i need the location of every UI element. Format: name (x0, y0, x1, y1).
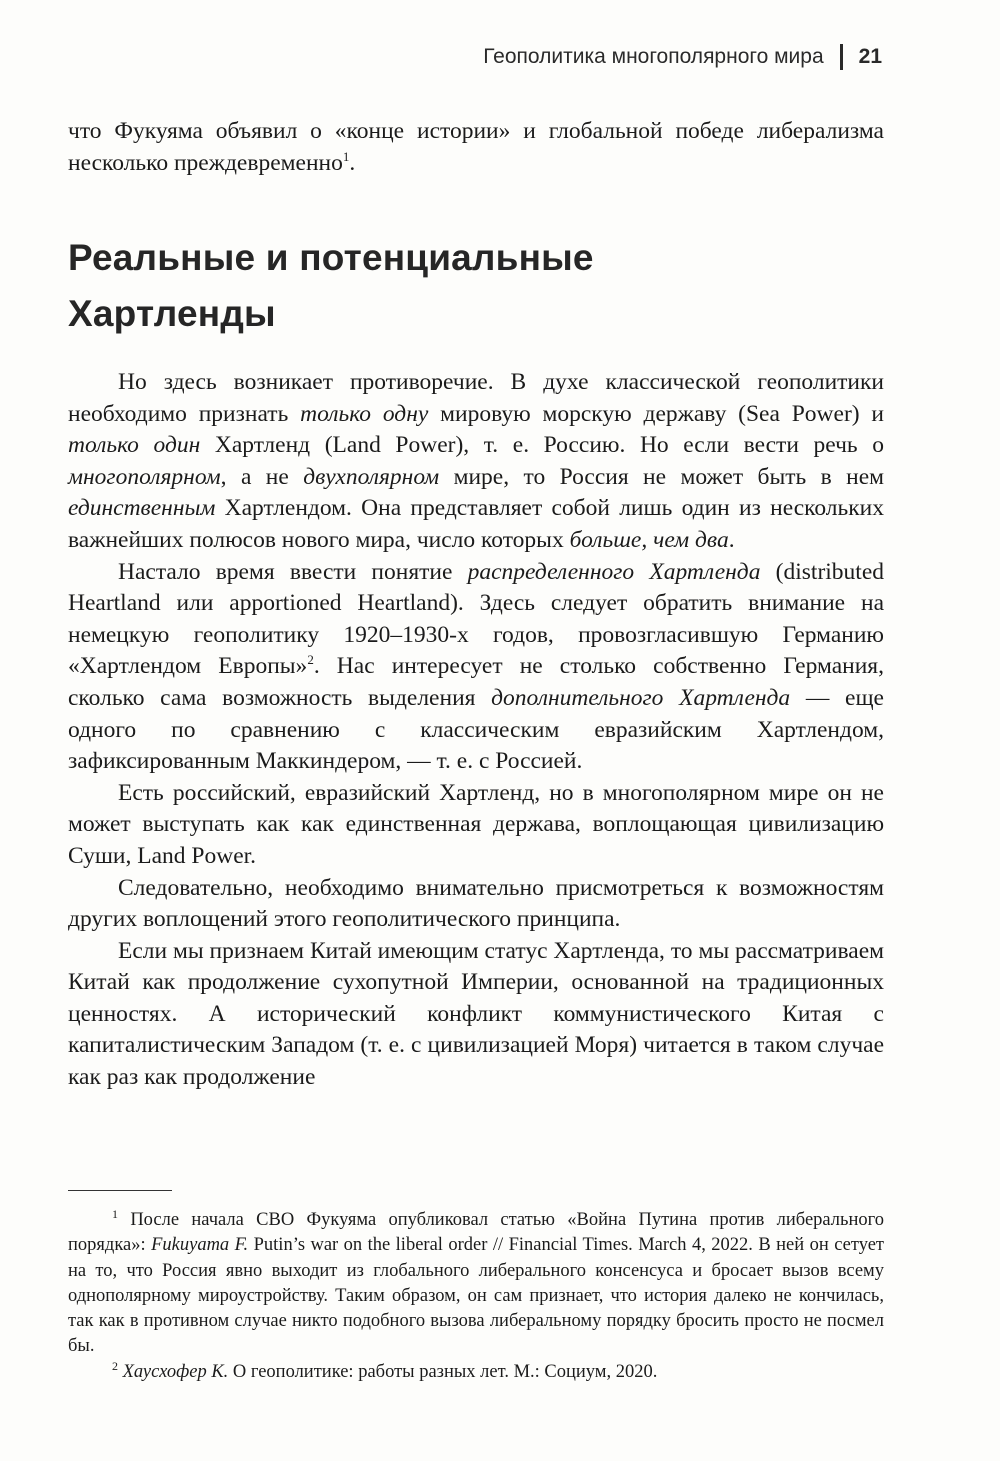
footnote-ref-1[interactable]: 1 (342, 148, 350, 164)
paragraph-3: Есть российский, евразийский Хартленд, но в многополярном мире он не может выступать как как единственная держава, воплощающая цивилизацию Суши, Land Power. (68, 779, 884, 869)
section-heading-line-1: Реальные и потенциальные (68, 237, 594, 278)
header-separator (840, 44, 843, 70)
running-header (483, 44, 882, 70)
footnote-2: $^2$ Хаусхофер К. О геополитике: работы разных лет. М.: Социум, 2020. (112, 1358, 658, 1382)
footnote-1: $^1$ После начала СВО Фукуяма опубликовал статью «Война Путина против либерального порядка»: Fukuyama F. Putin’s war on the liberal order // Financial Times. March 4, 2022. В ней он сетует на то, что Россия явно выходит из глобального либерального консенсуса и бросает вызов всему однополярному мироустройству. Таким образом, он сам признает, что история далеко не кончилась, так как в противном случае никто подобного вызова либеральному порядку бросить просто не посмел бы. (68, 1207, 884, 1357)
section-heading-line-2: Хартленды (68, 293, 276, 334)
continuation-paragraph: что Фукуяма объявил о «конце истории» и глобальной победе либерализма несколько преждевременно$^1$. (68, 118, 884, 176)
paragraph-4: Следовательно, необходимо внимательно присмотреться к возможностям других воплощений этого геополитического принципа. (68, 874, 884, 933)
body-text (68, 367, 884, 1094)
footnote-divider (68, 1190, 172, 1191)
page-number: 21 (858, 45, 882, 68)
continuation-block (68, 116, 884, 179)
footnotes (68, 1208, 884, 1385)
paragraph-2: Настало время ввести понятие распределенного Хартленда (distributed Heartland или apportioned Heartland). Здесь следует обратить внимание на немецкую геополитику 1920–1930-х годов, провозгласившую Германию «Хартлендом Европы»$^2$. Нас интересует не столько собственно Германия, сколько сама возможность выделения дополнительного Хартленда — еще одного по сравнению с классическим евразийским Хартлендом, зафиксированным Маккиндером, — т. е. с Россией. (68, 558, 885, 775)
section-heading (68, 230, 594, 342)
footnote-ref-2[interactable]: 2 (307, 652, 314, 668)
running-title: Геополитика многополярного мира (483, 45, 824, 68)
paragraph-1: Но здесь возникает противоречие. В духе классической геополитики необходимо признать только одну мировую морскую державу (Sea Power) и только один Хартленд (Land Power), т. е. Россию. Но если вести речь о многополярном, а не двухполярном мире, то Россия не может быть в нем единственным Хартлендом. Она представляет собой лишь один из нескольких важнейших полюсов нового мира, число которых больше, чем два. (68, 369, 885, 553)
paragraph-5: Если мы признаем Китай имеющим статус Хартленда, то мы рассматриваем Китай как продолжение сухопутной Империи, основанной на традиционных ценностях. А исторический конфликт коммунистического Китая с капиталистическим Западом (т. е. с цивилизацией Моря) читается в таком случае как раз как продолжение (68, 937, 884, 1091)
